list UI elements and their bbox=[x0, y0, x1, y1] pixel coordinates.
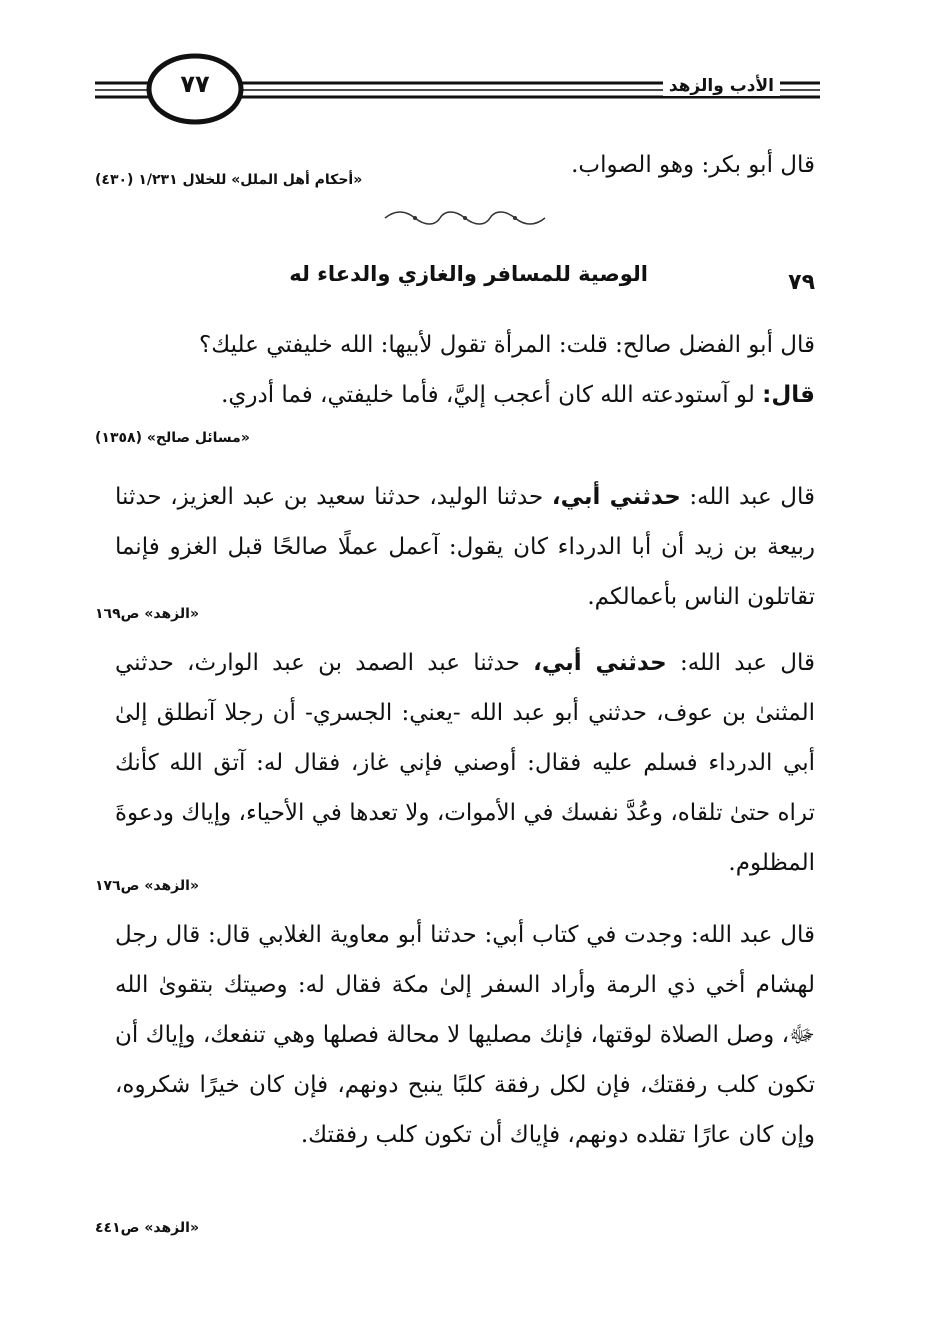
entry-4-text: قال عبد الله: وجدت في كتاب أبي: حدثنا أبو معاوية الغلابي قال: قال رجل لهشام أخي ذي الرمة وأراد السفر إلىٰ مكة فقال له: وصيتك بتقوىٰ الله ﷻ، وصل الصلاة لوقتها، فإنك مصليها لا محالة فصلها وهي تنفعك، وإياك أن تكون كلب رفقتك، فإن لكل رفقة كلبًا ينبح دونهم، فإن كان خيرًا شكروه، وإن كان عارًا تقلده دونهم، فإياك أن تكون كلب رفقتك. bbox=[115, 922, 815, 1148]
entry-2-bold: حدثني أبي، bbox=[551, 484, 681, 510]
entry-2-body: حدثنا الوليد، حدثنا سعيد بن عبد العزيز، حدثنا ربيعة بن زيد أن أبا الدرداء كان يقول: آعمل عملًا صالحًا قبل الغزو فإنما تقاتلون الناس بأعمالكم. bbox=[115, 484, 815, 610]
entry-4-source: «الزهد» ص٤٤١ bbox=[95, 1220, 199, 1236]
entry-2-source: «الزهد» ص١٦٩ bbox=[95, 606, 199, 622]
entry-2-prefix: قال عبد الله: bbox=[680, 484, 815, 510]
entry-3-text bbox=[115, 638, 815, 888]
intro-source: «أحكام أهل الملل» للخلال ١/٢٣١ (٤٣٠) bbox=[95, 172, 363, 188]
entry-3-bold: حدثني أبي، bbox=[533, 650, 667, 676]
ornament-divider bbox=[380, 208, 550, 228]
entry-3-body: حدثنا عبد الصمد بن عبد الوارث، حدثني المثنىٰ بن عوف، حدثني أبو عبد الله -يعني: الجسري- أن رجلا آنطلق إلىٰ أبي الدرداء فسلم عليه فقال: أوصني فإني غاز، فقال له: آتق الله كأنك تراه حتىٰ تلقاه، وعُدَّ نفسك في الأموات، ولا تعدها في الأحياء، وإياك ودعوةَ المظلوم. bbox=[115, 650, 815, 876]
intro-text: قال أبو بكر: وهو الصواب. bbox=[571, 152, 815, 178]
header-title: الأدب والزهد bbox=[663, 76, 780, 96]
entry-3-source: «الزهد» ص١٧٦ bbox=[95, 878, 199, 894]
entry-2-text bbox=[115, 472, 815, 622]
section-title: الوصية للمسافر والغازي والدعاء له bbox=[289, 262, 648, 286]
entry-1-line-2 bbox=[115, 370, 815, 420]
section-number: ٧٩ bbox=[788, 270, 815, 295]
page-number: ٧٧ bbox=[180, 70, 210, 98]
entry-3-prefix: قال عبد الله: bbox=[666, 650, 815, 676]
entry-1-line-1: قال أبو الفضل صالح: قلت: المرأة تقول لأبيها: الله خليفتي عليك؟ bbox=[199, 332, 815, 358]
entry-1-lead: قال: bbox=[762, 382, 815, 408]
entry-1-source: «مسائل صالح» (١٣٥٨) bbox=[95, 430, 250, 446]
running-header bbox=[95, 50, 820, 130]
entry-1-body: لو آستودعته الله كان أعجب إليَّ، فأما خليفتي، فما أدري. bbox=[221, 382, 763, 408]
